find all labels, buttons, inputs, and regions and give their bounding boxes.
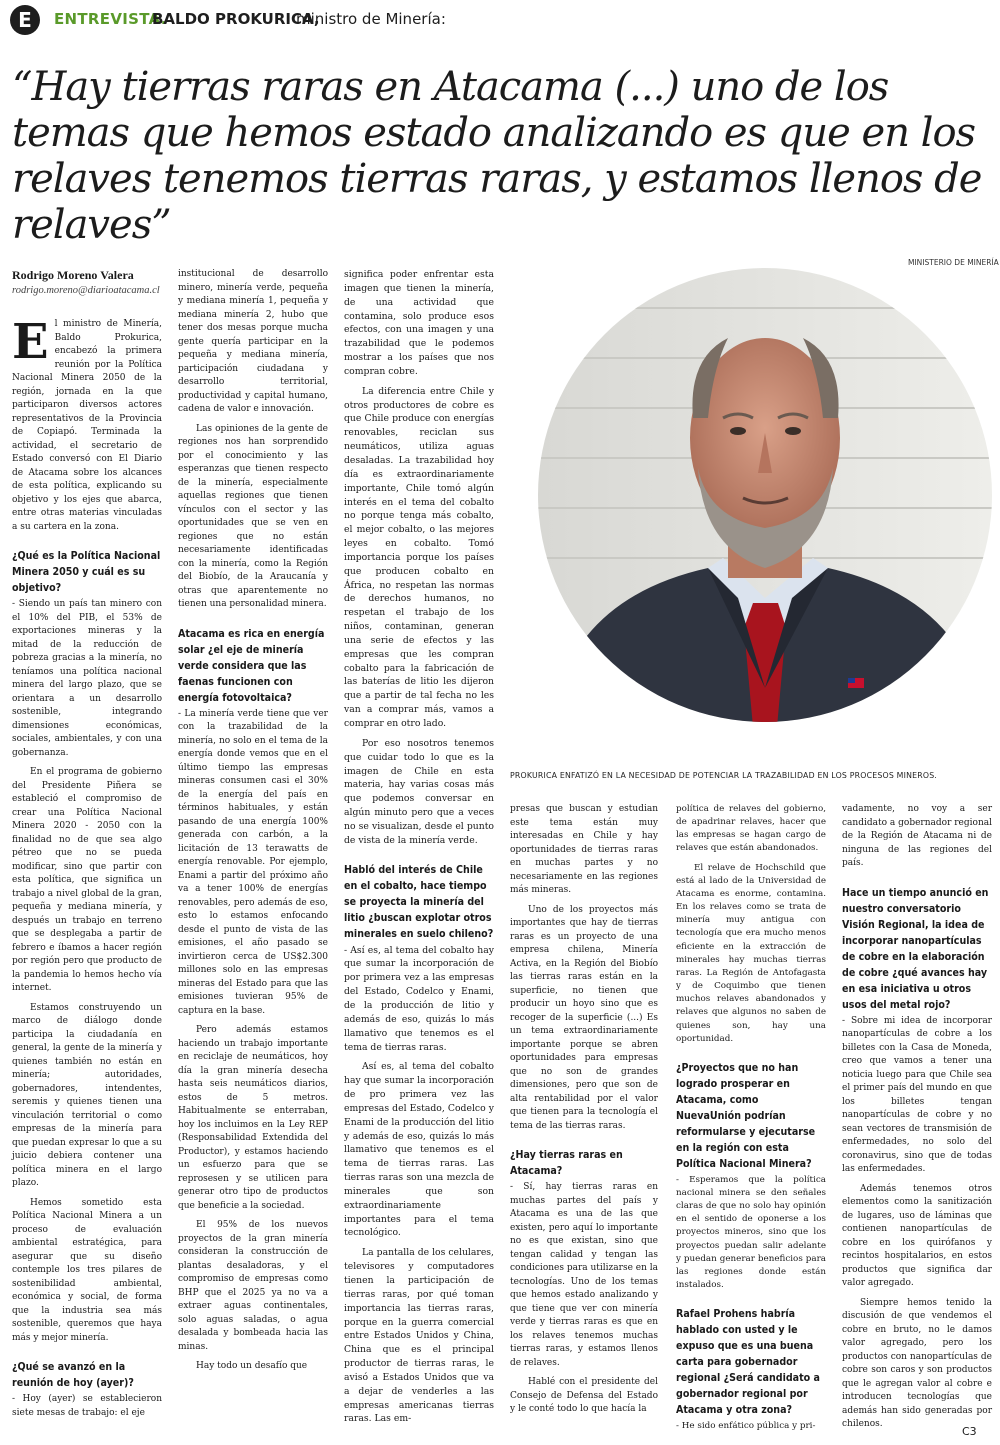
paragraph: - Sobre mi idea de incorporar nanopartículas de cobre a los billetes con la Casa de Moneda, creo que vamos a tener una noticia luego para que Chile sea el primer país del mundo en que los billetes tengan nanopartículas de cobre y no sean vectores de transmisión de enfermedades, no solo del coronavirus, sino que de todas las enfermedades. <box>842 1015 992 1174</box>
paragraph: Por eso nosotros tenemos que cuidar todo lo que es la imagen de Chile en esta materia, hay varias cosas más que podemos conversar en algún minuto pero que a veces no se visualizan, desde el punto de vista de la minería verde. <box>344 737 494 846</box>
question: ¿Qué se avanzó en la reunión de hoy (ayer)? <box>12 1361 134 1389</box>
paragraph: Uno de los proyectos más importantes que hay de tierras raras es un proyecto de una empresa chilena, Minería Activa, en la Región del Biobío las tierras raras están en la superficie, no tienen que producir un hoyo sino que es recoger de la superficie (...) Es un tema extraordinariamente importante porque se abren oportunidades para empresas que no son de grandes dimensiones, pero que son de alta rentabilidad por el valor que tienen para la tecnología el tema de las tierras raras. <box>510 904 658 1131</box>
headline: “Hay tierras raras en Atacama (...) uno de los temas que hemos estado analizando es que en los relaves tenemos tierras raras, y estamos llenos de relaves” <box>12 64 982 248</box>
photo-credit: MINISTERIO DE MINERÍA <box>908 258 999 267</box>
paragraph: vadamente, no voy a ser candidato a gobernador regional de la Región de Atacama ni de ninguna de las regiones del país. <box>842 804 992 868</box>
question: Hace un tiempo anunció en nuestro conversatorio Visión Regional, la idea de incorporar nanopartículas de cobre en la elaboración de cobre ¿qué avances hay en esa iniciativa u otros usos del metal rojo? <box>842 886 989 1011</box>
question: ¿Proyectos que no han logrado prosperar en Atacama, como NuevaUnión podrían reformularse y ejecutarse en la región con esta Política Nacional Minera? <box>676 1061 816 1170</box>
section-label: ENTREVISTA. <box>54 10 167 28</box>
paragraph: La diferencia entre Chile y otros productores de cobre es que Chile produce con energías renovables, reciclan sus neumáticos, utiliza aguas desaladas. La trazabilidad hoy día es extraordinariamente importante, Chile tomó algún interés en el tema del cobalto no porque tenga más cobalto, el mejor cobalto, o las mejores leyes en cobalto. Tomó importancia porque los países que producen cobalto en África, no respetan las normas de derechos humanos, no respetan el trabajo de los niños, contaminan, generan una serie de efectos y las empresas que les compran cobalto para la fabricación de las baterías de litio les dijeron que a partir de tal fecha no les van a comprar más, vamos a comprar en otro lado. <box>344 385 494 729</box>
portrait-photo <box>538 268 992 768</box>
paragraph: Estamos construyendo un marco de diálogo donde participa la ciudadanía en general, la gente de la minería y quienes también no están en minería; autoridades, gobernadores, intendentes, seremis y quienes tienen una vinculación territorial o como empresas de la minería para que puedan expresar lo que a su juicio debiera contener una política minera en el largo plazo. <box>12 1002 162 1188</box>
column-5 <box>676 803 826 1439</box>
paragraph-text: l ministro de Minería, Baldo Prokurica, encabezó la primera reunión por la Política Nacional Minera 2050 de la región, jornada en la que participaron diversos actores representativos de la Provincia de Copiapó. Terminada la actividad, el secretario de Estado conversó con El Diario de Atacama sobre los alcances de esta política, explicando su objetivo y los ejes que abarca, entre otras materias vinculadas a su cartera en la zona. <box>12 319 162 532</box>
paragraph: - Sí, hay tierras raras en muchas partes del país y Atacama es una de las que existen, pero aquí lo importante no es que existan, sino que tengan calidad y tengan las condiciones para utilizarse en la tecnologías. Uno de los temas que hemos estado analizando y que tiene que ver con minería verde y tierras raras es que en los relaves tenemos muchas tierras raras, y estamos llenos de relaves. <box>510 1182 658 1368</box>
paragraph: institucional de desarrollo minero, minería verde, pequeña y mediana minería 1, pequeña y mediana minería 2, hubo que tener dos mesas porque mucha gente quería participar en la pequeña y mediana minería, participación ciudadana y desarrollo territorial, productividad y capital humano, cadena de valor e innovación. <box>178 269 328 414</box>
column-6 <box>842 803 992 1438</box>
paragraph: - Así es, al tema del cobalto hay que sumar la incorporación de por primera vez a las empresas del Estado, Codelco y Enami, de la producción de litio y además de eso, quizás lo más llamativo que tenemos es el tema de tierras raras. <box>344 944 494 1053</box>
interviewee-role: ministro de Minería: <box>296 10 446 28</box>
paragraph: En el programa de gobierno del Presidente Piñera se estableció el compromiso de crear una Política Nacional Minera 2020 - 2050 con la finalidad no de que sea algo pétreo que no se pueda modificar, sino que partir con esta política, que significa un trabajo a nivel global de la gran, pequeña y mediana minería, y después un trabajo en terreno que se desplegaba a partir de febrero e íbamos a hacer región por región pero que producto de la pandemia lo hemos hecho vía internet. <box>12 767 162 993</box>
paragraph: Siempre hemos tenido la discusión de que vendemos el cobre en bruto, no le damos valor agregado, pero los productos con nanopartículas de cobre son caros y son productos que le agregan valor al cobre e introducen tecnologías que además han sido generadas por chilenos. <box>842 1297 992 1429</box>
column-3 <box>344 268 494 1432</box>
question: ¿Hay tierras raras en Atacama? <box>510 1149 623 1177</box>
photo-caption: PROKURICA ENFATIZÓ EN LA NECESIDAD DE POTENCIAR LA TRAZABILIDAD EN LOS PROCESOS MINEROS. <box>510 771 938 780</box>
question: Rafael Prohens habría hablado con usted y le expuso que es una buena carta para gobernador regional ¿Será candidato a gobernador regional por Atacama y otra zona? <box>676 1308 820 1417</box>
column-2 <box>178 268 328 1380</box>
paragraph: Las opiniones de la gente de regiones nos han sorprendido por el conocimiento y las esperanzas que tienen respecto de la minería, especialmente aquellas regiones que tienen vínculos con el sector y las oportunidades que se ven en regiones que no están necesariamente identificadas con la minería, como la Región del Biobío, de la Araucanía y otras que aparentemente no tienen una personalidad minera. <box>178 423 328 609</box>
interviewee-name: BALDO PROKURICA, <box>152 10 320 28</box>
paragraph: política de relaves del gobierno, de apadrinar relaves, hacer que las empresas se hagan cargo de relaves que están abandonados. <box>676 804 826 854</box>
paragraph: Hemos sometido esta Política Nacional Minera a un proceso de evaluación ambiental estratégica, para asegurar que su diseño contemple los tres pilares de sostenibilidad ambiental, económica y social, de forma que la industria sea más sostenible, queremos que haya más y mejor minería. <box>12 1197 162 1343</box>
paragraph: Además tenemos otros elementos como la sanitización de lugares, uso de láminas que contienen nanopartículas de cobre en los quirófanos y recintos hospitalarios, en estos productos que significa dar valor agregado. <box>842 1183 992 1288</box>
question: Habló del interés de Chile en el cobalto, hace tiempo se proyecta la minería del litio ¿buscan explotar otros minerales en suelo chileno? <box>344 863 494 940</box>
byline-author: Rodrigo Moreno Valera <box>12 268 134 282</box>
paragraph: - La minería verde tiene que ver con la trazabilidad de la minería, no solo en el tema de la energía donde vemos que en el último tiempo las empresas mineras consumen casi el 30% de la energía del país en términos habituales, y están pasando de una energía 100% generada con carbón, a la licitación de 13 terawatts de energía renovable. Por ejemplo, Enami a partir del próximo año va a tener 100% de energías renovables, pero además de eso, esto lo estamos enfocando desde el punto de vista de las emisiones, el año pasado se invirtieron cerca de US$2.300 millones solo en las empresas mineras del Estado para que las emisiones tuvieran 95% de captura en la base. <box>178 708 328 1016</box>
end-mark: C3 <box>962 1425 977 1438</box>
paragraph: Hay todo un desafío que <box>196 1361 308 1371</box>
question: ¿Qué es la Política Nacional Minera 2050 y cuál es su objetivo? <box>12 550 161 594</box>
paragraph <box>12 314 162 534</box>
drop-cap: E <box>12 314 49 370</box>
column-4 <box>510 803 658 1423</box>
article-header <box>0 0 1000 40</box>
paragraph: El 95% de los nuevos proyectos de la gran minería consideran la construcción de plantas desaladoras, y el compromiso de empresas como BHP que el 2025 ya no va a extraer aguas continentales, solo aguas saladas, o agua desalada y bombeada hacia las minas. <box>178 1220 328 1352</box>
section-logo: E <box>10 5 40 35</box>
paragraph: Pero además estamos haciendo un trabajo importante en reciclaje de neumáticos, hoy día la gran minería desecha hasta seis neumáticos diarios, estos de 5 metros. Habitualmente se enterraban, hoy los incluimos en la Ley REP (Responsabilidad Extendida del Productor), y estamos haciendo un esfuerzo para que se reprosesen y se utilicen para generar otro tipo de productos que beneficie a la sociedad. <box>178 1025 328 1211</box>
paragraph: - Siendo un país tan minero con el 10% del PIB, el 53% de exportaciones mineras y la mitad de la reducción de pobreza gracias a la minería, no teníamos una política nacional minera del largo plazo, que se orientara a un desarrollo sostenible, integrando dimensiones económicas, sociales, ambientales, y con una gobernanza. <box>12 599 162 758</box>
paragraph: Así es, al tema del cobalto hay que sumar la incorporación de pro primera vez las empresas del Estado, Codelco y Enami de la producción del litio y además de eso, quizás lo más llamativo que tenemos es el tema de tierras raras. Las tierras raras son una mezcla de minerales que son extraordinariamente importantes para el tema tecnológico. <box>344 1061 494 1239</box>
paragraph: significa poder enfrentar esta imagen que tienen la minería, de una actividad que contamina, solo produce esos efectos, con una imagen y una trazabilidad que le podemos mostrar a los países que nos compran cobre. <box>344 269 494 377</box>
paragraph: - He sido enfático pública y pri- <box>676 1421 816 1432</box>
column-1 <box>12 268 162 1426</box>
paragraph: - Esperamos que la política nacional minera se den señales claras de que no solo hay opinión en el sentido de oponerse a los proyectos mineros, sino que los proyectos puedan salir adelante y puedan generar beneficios para las regiones donde están instalados. <box>676 1174 826 1291</box>
paragraph: Hablé con el presidente del Consejo de Defensa del Estado y le conté todo lo que hacía la <box>510 1377 658 1414</box>
paragraph: - Hoy (ayer) se establecieron siete mesas de trabajo: el eje <box>12 1394 162 1418</box>
paragraph: La pantalla de los celulares, televisores y computadores tienen la participación de tierras raras, por qué toman importancia las tierras raras, porque en la guerra comercial entre Estados Unidos y China, China que es el principal productor de tierras raras, le avisó a Estados Unidos que va a dejar de venderles a las empresas americanas tierras raras. Las em- <box>344 1247 494 1425</box>
question: Atacama es rica en energía solar ¿el eje de minería verde considera que las faenas funcionen con energía fotovoltaica? <box>178 627 325 704</box>
byline-email: rodrigo.moreno@diarioatacama.cl <box>12 285 160 296</box>
paragraph: presas que buscan y estudian este tema están muy interesadas en Chile y hay oportunidades de tierras raras en muchas partes y no necesariamente en las regiones más mineras. <box>510 804 658 895</box>
paragraph: El relave de Hochschild que está al lado de la Universidad de Atacama es enorme, contamina. En los relaves como se trata de minería muy antigua con tecnología que era mucho menos eficiente en la extracción de minerales hay muchas tierras raras. La Región de Antofagasta y de Coquimbo que tienen muchos relaves abandonados y relaves que algunos no saben de quienes son, hay una oportunidad. <box>676 862 826 1044</box>
